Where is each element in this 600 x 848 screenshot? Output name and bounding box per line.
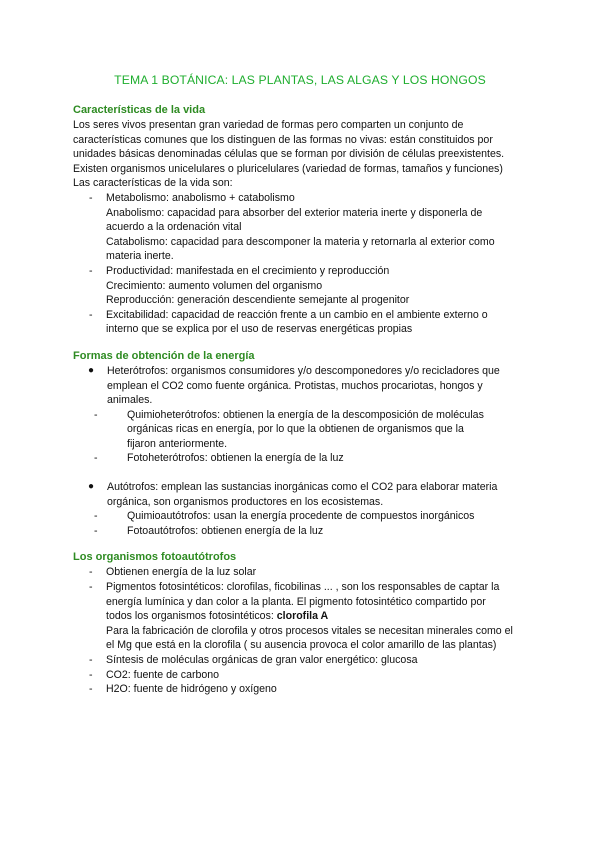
fotoautotrofos-list [72, 565, 533, 696]
text-line: el Mg que está en la clorofila ( su ausencia provoca el color amarillo de las plantas) [106, 639, 497, 652]
list-item [72, 565, 533, 580]
text-line: Autótrofos: emplean las sustancias inorgánicas como el CO2 para elaborar materia [107, 481, 498, 494]
text-line: Reproducción: generación descendiente semejante al progenitor [106, 294, 410, 307]
section-heading-fotoautotrofos: Los organismos fotoautótrofos [73, 551, 237, 564]
text-line: Los seres vivos presentan gran variedad de formas pero comparten un conjunto de [73, 119, 464, 131]
page-title: TEMA 1 BOTÁNICA: LAS PLANTAS, LAS ALGAS Y LOS HONGOS [114, 73, 486, 87]
text-line: energía lumínica y dan color a la planta. El pigmento fotosintético compartido por [106, 595, 486, 608]
emphasis-clorofila: clorofila A [276, 610, 329, 623]
text-line: - H2O: fuente de hidrógeno y oxígeno [106, 683, 277, 696]
text-line: acuerdo a la ordenación vital [106, 221, 242, 234]
spacer [73, 466, 533, 480]
list-item [72, 191, 533, 264]
text-line: Catabolismo: capacidad para descomponer la materia y retornarla al exterior como [106, 235, 495, 248]
text-line: - Productividad: manifestada en el crecimiento y reproducción [106, 264, 390, 277]
text-line: orgánica, son organismos productores en los ecosistemas. [107, 495, 384, 508]
list-item [73, 451, 533, 466]
characteristics-list [72, 191, 533, 337]
text-line: - Síntesis de moléculas orgánicas de gran valor energético: glucosa [106, 654, 418, 666]
text-line: orgánicas ricas en energía, por lo que la obtienen de organismos que la [127, 423, 464, 436]
text-line: materia inerte. [106, 250, 174, 263]
text-fragment: todos los organismos fotosintéticos: [106, 610, 277, 623]
text-line: - Fotoautótrofos: obtienen energía de la luz [127, 524, 324, 537]
list-item [72, 308, 533, 337]
text-line: emplean el CO2 como fuente orgánica. Protistas, muchos procariotas, hongos y [107, 379, 483, 392]
list-item-autotrofos [73, 480, 533, 538]
text-line: Crecimiento: aumento volumen del organismo [106, 279, 323, 292]
intro-paragraph [73, 118, 533, 191]
bullet-icon: ● [88, 364, 95, 376]
list-item [72, 653, 533, 668]
autotrofos-sublist [73, 509, 533, 538]
document-body [73, 103, 533, 697]
text-line: - Pigmentos fotosintéticos: clorofilas, ficobilinas ... , son los responsables de captar la [106, 581, 500, 594]
list-item [73, 509, 533, 524]
text-line: - Quimioheterótrofos: obtienen la energía de la descomposición de moléculas [127, 408, 484, 421]
list-item [72, 264, 533, 308]
text-line: Las características de la vida son: [73, 177, 233, 190]
text-line: - Metabolismo: anabolismo + catabolismo [106, 191, 295, 204]
text-line: Existen organismos unicelulares o pluricelulares (variedad de formas, tamaños y funciones) [73, 162, 503, 175]
section-heading-caracteristicas: Características de la vida [73, 104, 206, 116]
text-line: fijaron anteriormente. [127, 437, 228, 450]
text-line: - Obtienen energía de la luz solar [106, 566, 257, 579]
list-item [73, 524, 533, 539]
text-line: interno que se explica por el uso de reservas energéticas propias [106, 323, 413, 336]
list-item [72, 668, 533, 683]
text-line: Heterótrofos: organismos consumidores y/o descomponedores y/o recicladores que [107, 364, 500, 377]
text-line: - Fotoheterótrofos: obtienen la energía de la luz [127, 452, 344, 465]
list-item [73, 408, 533, 452]
text-line [106, 609, 533, 624]
text-line: animales. [107, 394, 153, 407]
bullet-icon: ● [88, 481, 95, 493]
list-item [72, 682, 533, 697]
text-line: características comunes que los distinguen de las formas no vivas: están constituidos por [73, 133, 493, 146]
text-line: - Quimioautótrofos: usan la energía procedente de compuestos inorgánicos [127, 510, 475, 523]
list-item-heterotrofos [73, 364, 533, 466]
section-heading-energia: Formas de obtención de la energía [73, 349, 255, 362]
energy-forms-list [73, 364, 533, 539]
text-line: - CO2: fuente de carbono [106, 668, 220, 681]
text-line: unidades básicas denominadas células que se forman por división de células preexistentes. [73, 148, 505, 161]
text-line: Anabolismo: capacidad para absorber del exterior materia inerte y disponerla de [106, 206, 483, 219]
text-line: Para la fabricación de clorofila y otros procesos vitales se necesitan minerales como el [106, 624, 513, 637]
text-line: - Excitabilidad: capacidad de reacción frente a un cambio en el ambiente externo o [106, 308, 488, 321]
list-item [72, 580, 533, 653]
heterotrofos-sublist [73, 408, 533, 466]
